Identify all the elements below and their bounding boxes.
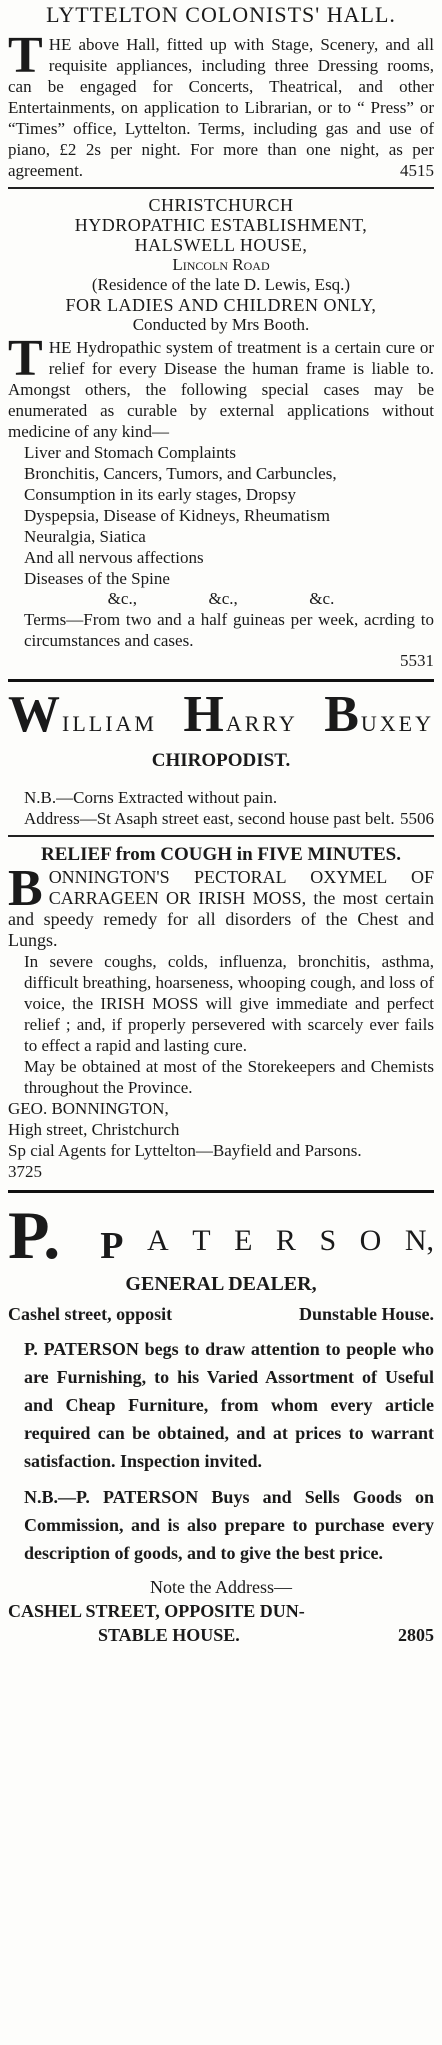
name-rest: ILLIAM: [62, 711, 157, 736]
list-item: And all nervous affections: [24, 548, 204, 567]
ad-colonists-hall: [8, 2, 434, 181]
ad-address-line: CASHEL STREET, OPPOSITE DUN-: [8, 1601, 305, 1621]
ad-paragraph: May be obtained at most of the Storekeepers and Chemists throughout the Province.: [24, 1057, 434, 1097]
name-letter: N,: [404, 1224, 434, 1257]
ad-note: N.B.—Corns Extracted without pain.: [24, 788, 278, 807]
ad-cough-remedy: [8, 843, 434, 1182]
drop-cap: T: [8, 330, 43, 387]
name-letter: P: [100, 1225, 124, 1267]
ad-note: Note the Address—: [150, 1577, 292, 1597]
name-letter: A: [147, 1224, 169, 1257]
list-item: Neuralgia, Siatica: [24, 527, 146, 546]
ad-number: 5506: [400, 809, 434, 828]
ad-number: 5531: [400, 651, 434, 670]
etc-item: &c.,: [208, 589, 238, 608]
ad-text: HE above Hall, fitted up with Stage, Scenery, and all requisite appliances, including three Dressing rooms, can be engaged for Concerts, Theatrical, and other Entertainments, on application to Librarian, or to “ Press” or “Times” office, Lyttelton. Terms, including gas and use of piano, £2 2s per night. For more than one night, as per agreement.: [8, 35, 434, 180]
divider: [8, 1190, 434, 1193]
ad-signature-address: High street, Christchurch: [8, 1120, 180, 1139]
ad-name: [8, 1197, 434, 1273]
ad-signature: GEO. BONNINGTON,: [8, 1099, 169, 1118]
ad-address-text: STABLE HOUSE.: [98, 1625, 240, 1645]
ad-subtitle: CHIROPODIST.: [151, 750, 291, 771]
ad-address-text: Address—St Asaph street east, second house past belt.: [24, 809, 395, 828]
ad-heading-line: CHRISTCHURCH: [148, 195, 294, 215]
name-initial: B: [324, 686, 361, 743]
divider: [8, 187, 434, 189]
name-letter: E: [234, 1224, 253, 1257]
ad-text: ONNINGTON'S PECTORAL OXYMEL OF CARRAGEEN OR IRISH MOSS, the most certain and speedy remedy for all disorders of the Chest and Lungs.: [8, 867, 434, 950]
name-initial: H: [183, 686, 226, 743]
ad-lead: [8, 860, 434, 951]
ad-heading-line: HALSWELL HOUSE,: [134, 235, 308, 255]
name-spaced: [60, 1224, 434, 1268]
ad-chiropodist: [8, 686, 434, 829]
ad-street: [8, 1299, 434, 1329]
ad-paragraph: N.B.—P. PATERSON Buys and Sells Goods on Commission, and is also prepare to purchase every description of goods, and to give the best price.: [24, 1487, 434, 1563]
newspaper-column: [8, 0, 434, 1647]
ad-number: 4515: [400, 161, 434, 180]
name-initial: W: [8, 686, 62, 743]
ad-hydropathic: [8, 195, 434, 671]
drop-cap: B: [8, 860, 43, 917]
name-rest: ARRY: [225, 711, 298, 736]
ad-title: LYTTELTON COLONISTS' HALL.: [46, 2, 396, 27]
ad-paragraph: P. PATERSON begs to draw attention to people who are Furnishing, to his Varied Assortment of Useful and Cheap Furniture, from whom every article required can be obtained, and at prices to warrant satisfaction. Inspection invited.: [24, 1339, 434, 1471]
ad-body: [8, 330, 434, 442]
ad-heading-line: FOR LADIES AND CHILDREN ONLY,: [65, 295, 377, 315]
ad-address: [8, 808, 434, 829]
list-item: Consumption in its early stages, Dropsy: [24, 485, 296, 504]
etc-row: [72, 589, 370, 609]
street-part: Cashel street, opposit: [8, 1304, 173, 1324]
ad-paragraph: In severe coughs, colds, influenza, bronchitis, asthma, difficult breathing, hoarseness, whooping cough, and loss of voice, the IRISH MOSS will give immediate and perfect relief ; and, if properly persevered with scarcely ever fails to effect a rapid and lasting cure.: [24, 952, 434, 1055]
ad-subheading: Lincoln Road: [172, 255, 270, 274]
ad-paterson: [8, 1197, 434, 1647]
name-initial: P.: [8, 1197, 61, 1273]
etc-item: &c.,: [107, 589, 137, 608]
list-item: Liver and Stomach Complaints: [24, 443, 236, 462]
ailment-list: [8, 442, 434, 589]
ad-subheading: (Residence of the late D. Lewis, Esq.): [91, 275, 351, 294]
ad-text: HE Hydropathic system of treatment is a certain cure or relief for every Disease the human frame is liable to. Amongst others, the following special cases may be enumerated as curable by external applications without medicine of any kind—: [8, 338, 434, 441]
name-letter: R: [275, 1224, 296, 1257]
street-part: Dunstable House.: [298, 1304, 434, 1324]
etc-item: &c.: [309, 589, 335, 608]
ad-headline: RELIEF from COUGH in FIVE MINUTES.: [41, 844, 401, 865]
list-item: Diseases of the Spine: [24, 569, 170, 588]
ad-heading-line: HYDROPATHIC ESTABLISHMENT,: [74, 215, 368, 235]
ad-subtitle: GENERAL DEALER,: [125, 1273, 317, 1295]
divider: [8, 835, 434, 837]
name-rest: UXEY: [360, 711, 434, 736]
ad-agents: Sp cial Agents for Lyttelton—Bayfield and Parsons.: [8, 1141, 362, 1160]
divider: [8, 679, 434, 682]
name-letter: T: [192, 1224, 211, 1257]
ad-name: [8, 686, 434, 749]
ad-number: 2805: [398, 1625, 434, 1645]
ad-terms: Terms—From two and a half guineas per week, acrding to circumstances and cases.: [24, 610, 434, 650]
list-item: Dyspepsia, Disease of Kidneys, Rheumatism: [24, 506, 330, 525]
list-item: Bronchitis, Cancers, Tumors, and Carbuncles,: [24, 464, 337, 483]
name-letter: S: [319, 1224, 337, 1257]
ad-number: 3725: [8, 1162, 42, 1181]
ad-body: [8, 27, 434, 181]
ad-subheading: Conducted by Mrs Booth.: [132, 315, 310, 334]
ad-address-line: [8, 1623, 434, 1647]
drop-cap: T: [8, 27, 43, 84]
name-letter: O: [359, 1224, 382, 1257]
